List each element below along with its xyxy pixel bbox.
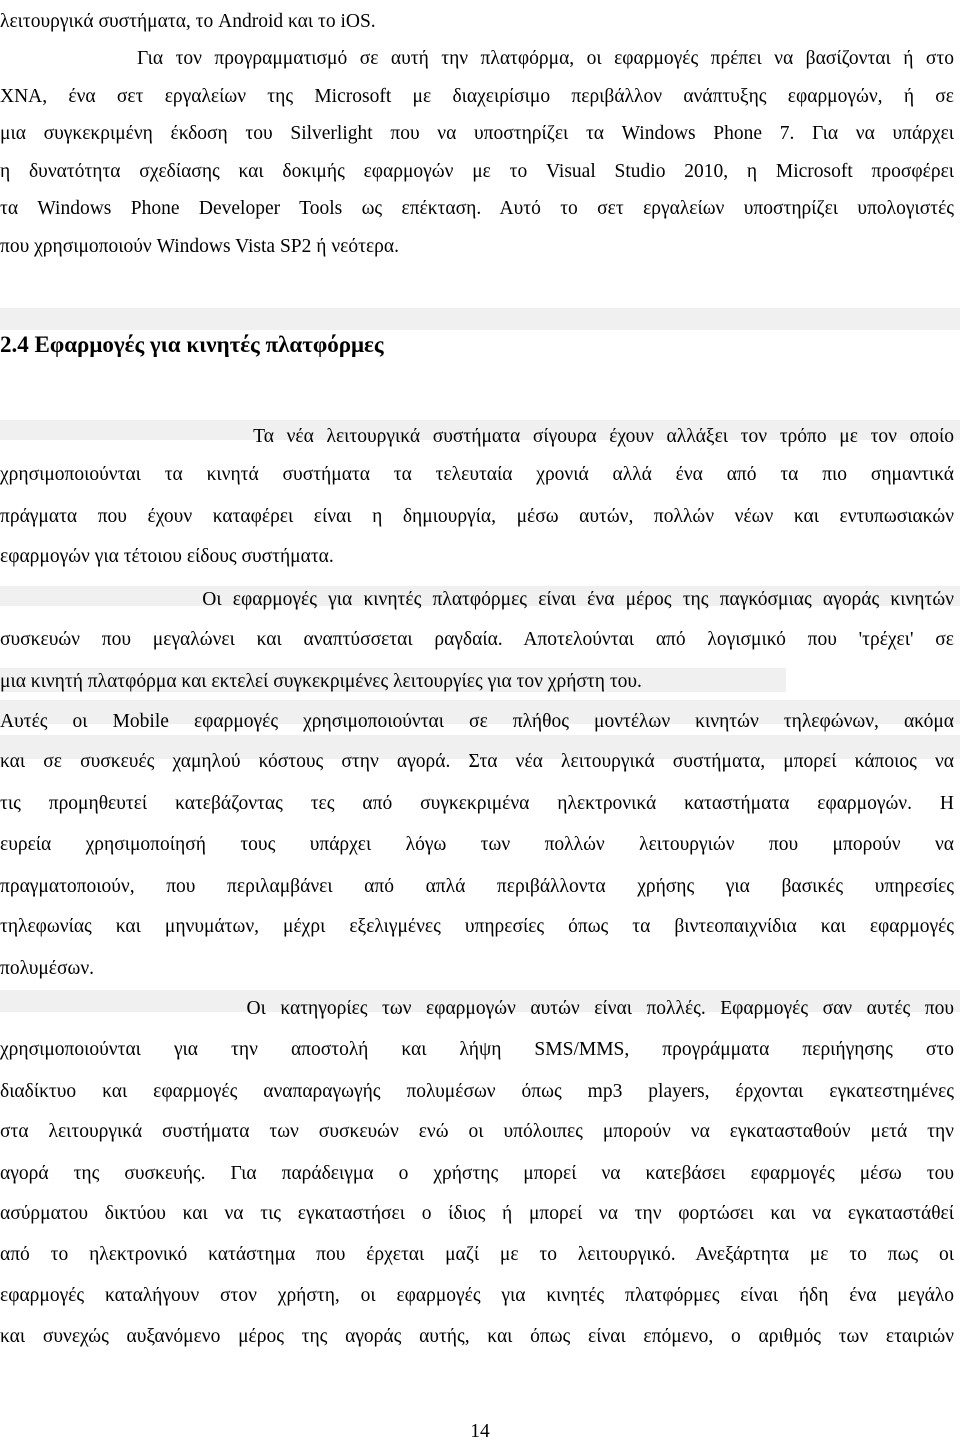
text-line: Για τον προγραμματισμό σε αυτή την πλατφόρμα, οι εφαρμογές πρέπει να βασίζονται ή στο [0,48,954,69]
page-number: 14 [470,1421,490,1442]
text-line: εφαρμογών για τέτοιου είδους συστήματα. [0,546,334,567]
text-line: λειτουργικά συστήματα, το Android και το iOS. [0,11,376,32]
text-line: Οι κατηγορίες των εφαρμογών αυτών είναι πολλές. Εφαρμογές σαν αυτές που [0,998,954,1019]
text-line: αγορά της συσκευής. Για παράδειγμα ο χρήστης μπορεί να κατεβάσει εφαρμογές μέσω του [0,1163,954,1184]
text-line: και συνεχώς αυξανόμενο μέρος της αγοράς αυτής, και όπως είναι επόμενο, ο αριθμός των εταιριών [0,1326,954,1347]
text-line: και σε συσκευές χαμηλού κόστους στην αγορά. Στα νέα λειτουργικά συστήματα, μπορεί κάποιος να [0,751,954,772]
text-line: εφαρμογές καταλήγουν στον χρήστη, οι εφαρμογές για κινητές πλατφόρμες είναι ήδη ένα μεγάλο [0,1285,954,1306]
section-heading: 2.4 Εφαρμογές για κινητές πλατφόρμες [0,332,384,357]
text-line: χρησιμοποιούνται τα κινητά συστήματα τα τελευταία χρονιά αλλά ένα από τα πιο σημαντικά [0,464,954,485]
text-line: τηλεφωνίας και μηνυμάτων, μέχρι εξελιγμένες υπηρεσίες όπως τα βιντεοπαιχνίδια και εφαρμογές [0,916,954,937]
text-line: μια κινητή πλατφόρμα και εκτελεί συγκεκριμένες λειτουργίες για τον χρήστη του. [0,671,642,692]
text-line: ασύρματου δικτύου και να τις εγκαταστήσει ο ίδιος ή μπορεί να την φορτώσει και να εγκαταστάθεί [0,1203,954,1224]
text-line: XNA, ένα σετ εργαλείων της Microsoft με διαχειρίσιμο περιβάλλον ανάπτυξης εφαρμογών, ή σε [0,86,954,107]
text-line: Τα νέα λειτουργικά συστήματα σίγουρα έχουν αλλάξει τον τρόπο με τον οποίο [0,426,954,447]
text-line: που χρησιμοποιούν Windows Vista SP2 ή νεότερα. [0,236,399,257]
text-line: διαδίκτυο και εφαρμογές αναπαραγωγής πολυμέσων όπως mp3 players, έρχονται εγκατεστημένες [0,1081,954,1102]
text-line: πολυμέσων. [0,958,95,979]
text-line: Αυτές οι Mobile εφαρμογές χρησιμοποιούνται σε πλήθος μοντέλων κινητών τηλεφώνων, ακόμα [0,711,954,732]
text-line: στα λειτουργικά συστήματα των συσκευών ενώ οι υπόλοιπες μπορούν να εγκατασταθούν μετά την [0,1121,954,1142]
text-line: τα Windows Phone Developer Tools ως επέκταση. Αυτό το σετ εργαλείων υποστηρίζει υπολογιστές [0,198,954,219]
highlight-band [0,308,960,330]
text-line: πραγματοποιούν, που περιλαμβάνει από απλά περιβάλλοντα χρήσης για βασικές υπηρεσίες [0,876,954,897]
text-line: συσκευών που μεγαλώνει και αναπτύσσεται ραγδαία. Αποτελούνται από λογισμικό που 'τρέχει' σε [0,629,954,650]
text-line: ευρεία χρησιμοποίησή τους υπάρχει λόγω των πολλών λειτουργιών που μπορούν να [0,834,954,855]
text-line: Οι εφαρμογές για κινητές πλατφόρμες είναι ένα μέρος της παγκόσμιας αγοράς κινητών [0,589,954,610]
text-line: η δυνατότητα σχεδίασης και δοκιμής εφαρμογών με το Visual Studio 2010, η Microsoft προσφέρει [0,161,954,182]
text-line: από το ηλεκτρονικό κατάστημα που έρχεται μαζί με το λειτουργικό. Ανεξάρτητα με το πως οι [0,1244,954,1265]
text-line: πράγματα που έχουν καταφέρει είναι η δημιουργία, μέσω αυτών, πολλών νέων και εντυπωσιακών [0,506,954,527]
text-line: τις προμηθευτεί κατεβάζοντας τες από συγκεκριμένα ηλεκτρονικά καταστήματα εφαρμογών. Η [0,793,954,814]
text-line: μια συγκεκριμένη έκδοση του Silverlight που να υποστηρίζει τα Windows Phone 7. Για να υπάρχει [0,123,954,144]
text-line: χρησιμοποιούνται για την αποστολή και λήψη SMS/MMS, προγράμματα περιήγησης στο [0,1039,954,1060]
